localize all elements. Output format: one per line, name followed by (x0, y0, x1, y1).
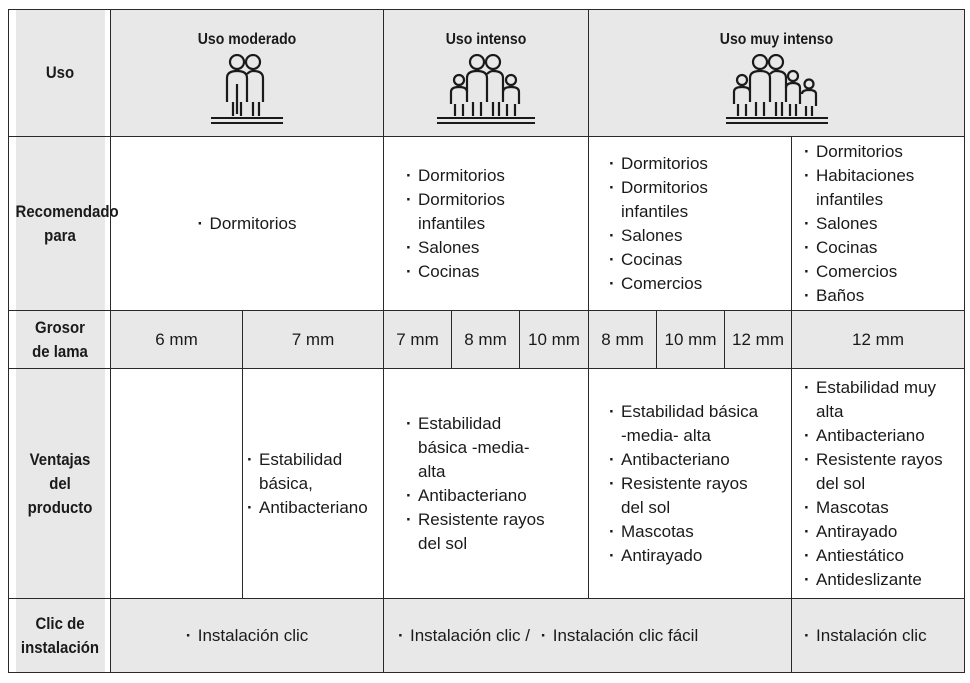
grosor-value: 6 mm (111, 311, 243, 369)
list-item: · Antibacteriano (247, 496, 372, 520)
header-uso-moderado (111, 10, 384, 137)
two-people-icon (207, 54, 287, 126)
recomendado-moderado (111, 137, 384, 311)
list-item: · Instalación clic fácil (540, 625, 699, 645)
list-item: · Cocinas (804, 236, 929, 260)
ventajas-row (9, 369, 965, 599)
list-item: · Resistente rayos del sol (406, 508, 551, 556)
grosor-value: 12 mm (725, 311, 792, 369)
list-item: · Dormitorios infantiles (609, 176, 734, 224)
list-item: · Estabilidad básica, (247, 448, 372, 496)
recomendado-row (9, 137, 965, 311)
recomendado-label: Recomendado para (15, 137, 105, 311)
ventajas-moderado-6 (111, 369, 243, 599)
instalacion-label: Clic de instalación (15, 599, 105, 673)
instalacion-moderado (111, 599, 384, 673)
list-item: · Instalación clic / (398, 625, 530, 645)
grosor-value: 8 mm (452, 311, 520, 369)
ventajas-label: Ventajas del producto (15, 369, 105, 599)
list-item: · Resistente rayos del sol (804, 448, 954, 496)
header-uso-muy-intenso (589, 10, 965, 137)
list-item: · Mascotas (804, 496, 954, 520)
uso-label: Uso (15, 10, 105, 137)
list-item: · Estabilidad básica -media- alta (609, 400, 759, 448)
header-row (9, 10, 965, 137)
ventajas-muy-intenso-b (792, 369, 965, 599)
instalacion-row (9, 599, 965, 673)
ventajas-moderado-7 (243, 369, 384, 599)
instalacion-intenso (384, 599, 792, 673)
list-item: · Antirayado (804, 520, 954, 544)
list-item: · Habitaciones infantiles (804, 164, 929, 212)
list-item: · Comercios (609, 272, 734, 296)
list-item: · Antibacteriano (406, 484, 551, 508)
title-uso-intenso: Uso intenso (445, 31, 527, 48)
grosor-row (9, 311, 965, 369)
list-item: · Antiestático (804, 544, 954, 568)
ventajas-intenso (384, 369, 589, 599)
list-item: · Cocinas (609, 248, 734, 272)
grosor-value: 12 mm (792, 311, 965, 369)
list-item: · Baños (804, 284, 929, 308)
instalacion-muy-intenso (792, 599, 965, 673)
list-item: · Estabilidad muy alta (804, 376, 954, 424)
list-item: · Dormitorios (198, 212, 297, 236)
title-uso-muy-intenso: Uso muy intenso (719, 31, 834, 48)
recomendado-muy-intenso-b (792, 137, 965, 311)
grosor-value: 10 mm (657, 311, 725, 369)
grosor-value: 8 mm (589, 311, 657, 369)
list-item: · Antideslizante (804, 568, 954, 592)
list-item: · Salones (406, 236, 536, 260)
list-item: · Antibacteriano (804, 424, 954, 448)
grosor-value: 7 mm (384, 311, 452, 369)
recomendado-intenso (384, 137, 589, 311)
family-four-icon (431, 54, 541, 126)
header-uso-intenso (384, 10, 589, 137)
recomendado-muy-intenso-a (589, 137, 792, 311)
flooring-spec-table (8, 9, 965, 673)
list-item: · Dormitorios infantiles (406, 188, 536, 236)
list-item: · Estabilidad básica -media- alta (406, 412, 551, 484)
grosor-value: 10 mm (520, 311, 589, 369)
grosor-value: 7 mm (243, 311, 384, 369)
list-item: · Instalación clic (186, 624, 309, 648)
list-item: · Comercios (804, 260, 929, 284)
list-item: · Instalación clic (804, 624, 964, 648)
list-item: · Salones (804, 212, 929, 236)
list-item: · Antibacteriano (609, 448, 759, 472)
list-item: · Antirayado (609, 544, 759, 568)
list-item: · Resistente rayos del sol (609, 472, 759, 520)
family-five-icon (722, 54, 832, 126)
list-item: · Salones (609, 224, 734, 248)
list-item: · Dormitorios (609, 152, 734, 176)
grosor-label: Grosor de lama (15, 311, 105, 369)
list-item: · Cocinas (406, 260, 536, 284)
list-item: · Dormitorios (406, 164, 536, 188)
list-item: · Dormitorios (804, 140, 929, 164)
ventajas-muy-intenso-a (589, 369, 792, 599)
list-item: · Mascotas (609, 520, 759, 544)
title-uso-moderado: Uso moderado (197, 31, 297, 48)
